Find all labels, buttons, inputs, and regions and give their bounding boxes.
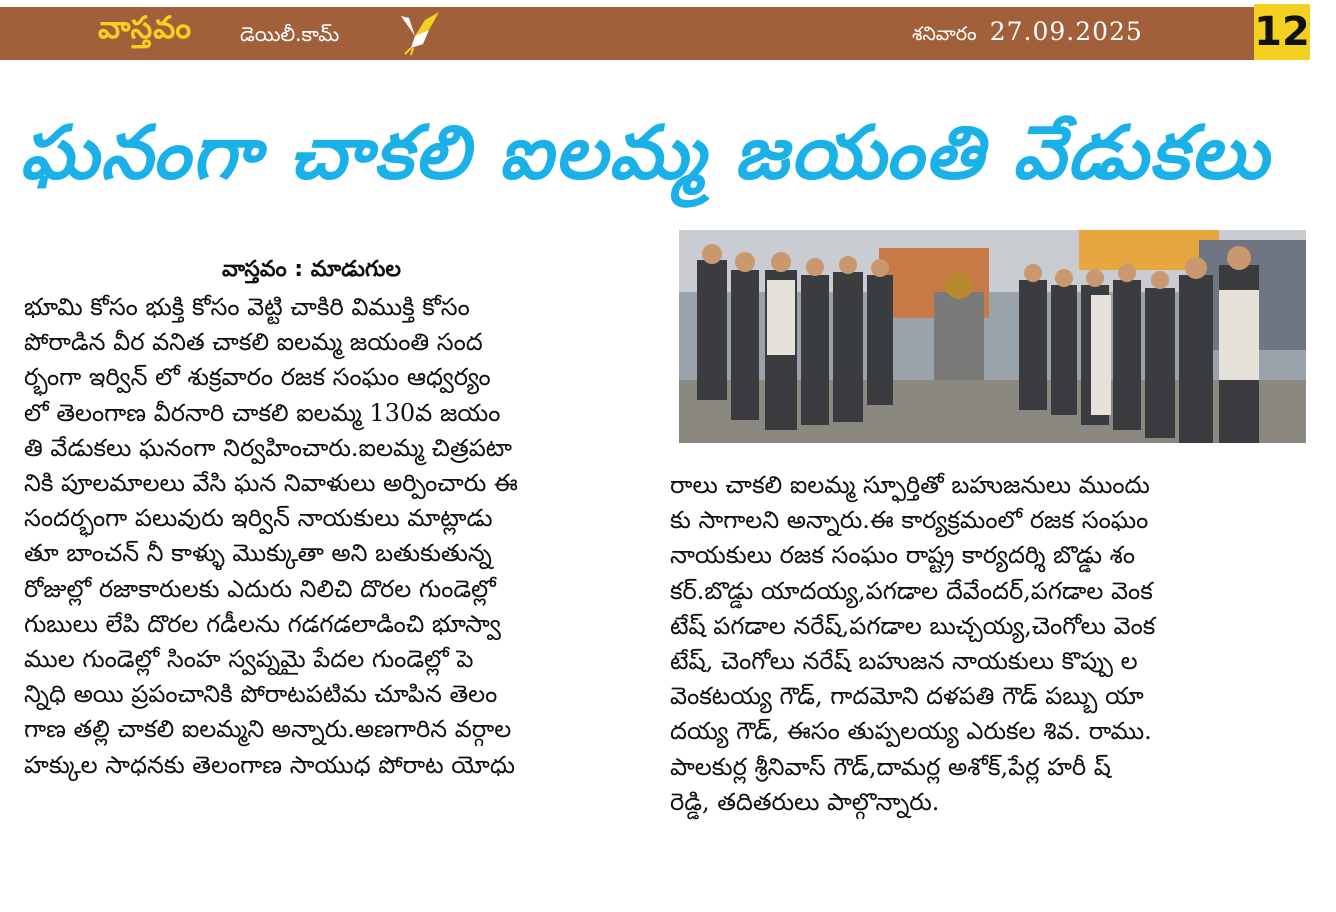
article-line: ముల గుండెల్లో సింహ స్వప్నమై పేదల గుండెల్లో పె — [24, 645, 474, 674]
article-line: న్నిధి అయి ప్రపంచానికి పోరాటపటిమ చూపిన తెలం — [24, 680, 498, 709]
site-name[interactable]: డెయిలీ.కామ్ — [240, 22, 340, 46]
issue-date — [912, 17, 1143, 50]
article-line: తి వేడుకలు ఘనంగా నిర్వహించారు.ఐలమ్మ చిత్రపటా — [24, 433, 513, 462]
article-line: ర్భంగా ఇర్విన్ లో శుక్రవారం రజక సంఘం ఆధ్వర్యం — [24, 363, 491, 392]
article-line: కర్.బొడ్డు యాదయ్య,పగడాల దేవేందర్,పగడాల వెంక — [670, 576, 1153, 605]
date-label: 27.09.2025 — [989, 17, 1143, 46]
article-line: గుబులు లేపి దొరల గడీలను గడగడలాడించి భూస్వా — [24, 609, 501, 638]
article-headline: ఘనంగా చాకలి ఐలమ్మ జయంతి వేడుకలు — [20, 110, 1271, 196]
article-line: గాణ తల్లి చాకలి ఐలమ్మని అన్నారు.అణగారిన వర్గాల — [24, 715, 512, 744]
article-line: పాలకుర్ల శ్రీనివాస్ గౌడ్,దామర్ల అశోక్,పేర్ల హరీ ష్ — [670, 752, 1111, 781]
article-dateline: వాస్తవం : మాడుగుల — [222, 257, 401, 282]
bird-icon — [395, 10, 443, 56]
masthead — [0, 0, 1336, 66]
article-line: టేష్ పగడాల నరేష్,పగడాల బుచ్చయ్య,చెంగోలు వెంక — [670, 611, 1156, 640]
weekday-label: శనివారం — [912, 23, 977, 45]
article-line: సందర్భంగా పలువురు ఇర్విన్ నాయకులు మాట్లాడు — [24, 504, 493, 533]
article-line: నాయకులు రజక సంఘం రాష్ట్ర కార్యదర్శి బొడ్డు శం — [670, 541, 1136, 570]
article-line: టేష్, చెంగోలు నరేష్ బహుజన నాయకులు కొప్పు ల — [670, 647, 1138, 676]
article-line: నికి పూలమాలలు వేసి ఘన నివాళులు అర్పించారు ఈ — [24, 469, 518, 498]
article-line: తూ బాంచన్ నీ కాళ్ళు మొక్కుతా అని బతుకుతున్న — [24, 539, 492, 568]
article-body-right-column — [670, 468, 1292, 820]
news-photo[interactable] — [679, 230, 1306, 443]
article-line: హక్కుల సాధనకు తెలంగాణ సాయుధ పోరాట యోధు — [24, 750, 516, 779]
article-line: వెంకటయ్య గౌడ్, గాదమోని దళపతి గౌడ్ పబ్బు యా — [670, 682, 1144, 711]
article-line: రాలు చాకలి ఐలమ్మ స్ఫూర్తితో బహుజనులు ముందు — [670, 471, 1150, 499]
article-line: లో తెలంగాణ వీరనారి చాకలి ఐలమ్మ 130వ జయం — [24, 398, 501, 427]
page-number-badge: 12 — [1254, 4, 1310, 60]
article-line: భూమి కోసం భుక్తి కోసం వెట్టి చాకిరి విముక్తి కోసం — [24, 293, 470, 321]
article-line: పోరాడిన వీర వనిత చాకలి ఐలమ్మ జయంతి సంద — [24, 328, 483, 357]
article-line: దయ్య గౌడ్, ఈసం తుప్పలయ్య ఎరుకల శివ. రాము. — [670, 717, 1152, 746]
article-line: రోజుల్లో రజాకారులకు ఎదురు నిలిచి దొరల గుండెల్లో — [24, 574, 496, 603]
paper-name[interactable]: వాస్తవం — [98, 10, 193, 46]
article-line: కు సాగాలని అన్నారు.ఈ కార్యక్రమంలో రజక సంఘం — [670, 506, 1149, 535]
article-line: రెడ్డి, తదితరులు పాల్గొన్నారు. — [670, 787, 940, 816]
article-body-left-column — [24, 290, 654, 783]
